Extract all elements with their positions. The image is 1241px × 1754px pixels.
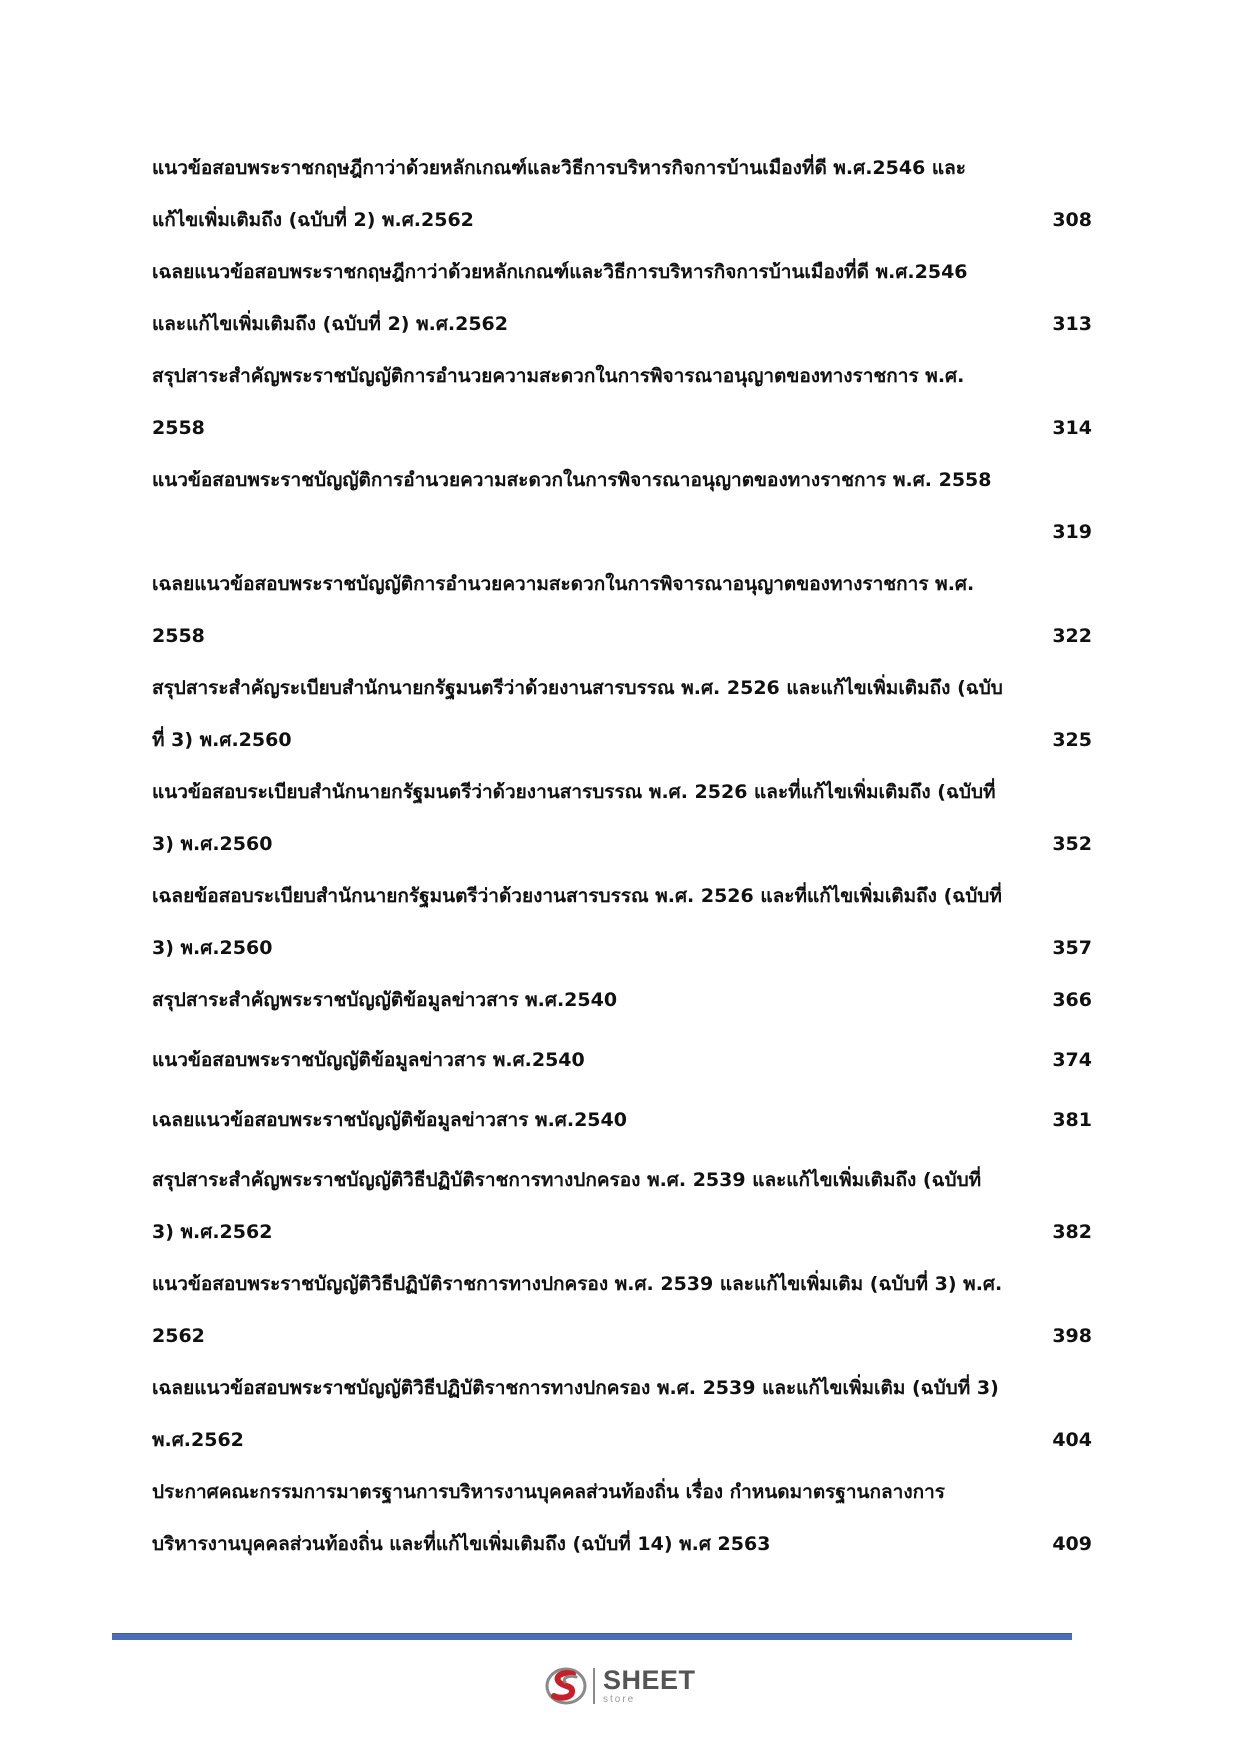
- toc-entry[interactable]: [152, 1362, 1092, 1466]
- toc-entry-title-line: แนวข้อสอบพระราชบัญญัติการอำนวยความสะดวกในการพิจารณาอนุญาตของทางราชการ พ.ศ. 2558: [152, 469, 992, 491]
- toc-page-number: 366: [1052, 989, 1092, 1011]
- toc-page-number: 325: [1052, 729, 1092, 751]
- dot-leader: [276, 827, 1048, 850]
- toc-entry[interactable]: [152, 454, 1092, 558]
- toc-entry-title-line: แนวข้อสอบพระราชกฤษฎีกาว่าด้วยหลักเกณฑ์และวิธีการบริหารกิจการบ้านเมืองที่ดี พ.ศ.2546 และ: [152, 157, 967, 179]
- toc-entry[interactable]: [152, 246, 1092, 350]
- toc-page-number: 313: [1052, 313, 1092, 335]
- toc-entry[interactable]: [152, 662, 1092, 766]
- toc-entry[interactable]: [152, 142, 1092, 246]
- toc-page-number: 314: [1052, 417, 1092, 439]
- toc-entry-title-tail: สรุปสาระสำคัญพระราชบัญญัติข้อมูลข่าวสาร พ.ศ.2540: [152, 989, 618, 1011]
- toc-entry[interactable]: [152, 974, 1092, 1026]
- toc-entry-title-line: เฉลยแนวข้อสอบพระราชกฤษฎีกาว่าด้วยหลักเกณฑ์และวิธีการบริหารกิจการบ้านเมืองที่ดี พ.ศ.2546: [152, 261, 968, 283]
- toc-entry-title-tail: 2558: [152, 417, 205, 439]
- dot-leader: [276, 931, 1048, 954]
- dot-leader: [276, 1215, 1048, 1238]
- footer-rule: [112, 1633, 1072, 1640]
- dot-leader: [478, 203, 1048, 226]
- dot-leader: [209, 619, 1048, 642]
- dot-leader: [621, 983, 1048, 1006]
- toc-page-number: 409: [1052, 1533, 1092, 1555]
- logo-subtext: store: [603, 1694, 636, 1705]
- toc-entry[interactable]: [152, 1154, 1092, 1258]
- toc-page-number: 357: [1052, 937, 1092, 959]
- toc-entry[interactable]: [152, 870, 1092, 974]
- dot-leader: [296, 723, 1049, 746]
- toc-entry-title-tail: และแก้ไขเพิ่มเติมถึง (ฉบับที่ 2) พ.ศ.2562: [152, 313, 508, 335]
- dot-leader: [209, 1319, 1048, 1342]
- toc-page-number: 398: [1052, 1325, 1092, 1347]
- toc-entry-title-tail: บริหารงานบุคคลส่วนท้องถิ่น และที่แก้ไขเพิ่มเติมถึง (ฉบับที่ 14) พ.ศ 2563: [152, 1533, 771, 1555]
- toc-page-number: 322: [1052, 625, 1092, 647]
- toc-entry-title-tail: แก้ไขเพิ่มเติมถึง (ฉบับที่ 2) พ.ศ.2562: [152, 209, 474, 231]
- sheet-store-logo: [545, 1660, 696, 1712]
- toc-entry-title-line: เฉลยแนวข้อสอบพระราชบัญญัติการอำนวยความสะดวกในการพิจารณาอนุญาตของทางราชการ พ.ศ.: [152, 573, 975, 595]
- toc-entry[interactable]: [152, 766, 1092, 870]
- logo-divider: [593, 1668, 595, 1704]
- toc-entry-title-tail: พ.ศ.2562: [152, 1429, 244, 1451]
- table-of-contents: [152, 142, 1092, 1570]
- toc-page-number: 382: [1052, 1221, 1092, 1243]
- toc-entry-title-tail: 2558: [152, 625, 205, 647]
- toc-entry-title-line: แนวข้อสอบระเบียบสำนักนายกรัฐมนตรีว่าด้วยงานสารบรรณ พ.ศ. 2526 และที่แก้ไขเพิ่มเติมถึง (ฉบับที่: [152, 781, 996, 803]
- toc-entry[interactable]: [152, 1034, 1092, 1086]
- toc-entry[interactable]: [152, 1466, 1092, 1570]
- toc-entry-title-tail: แนวข้อสอบพระราชบัญญัติข้อมูลข่าวสาร พ.ศ.2540: [152, 1049, 585, 1071]
- toc-page-number: 319: [1052, 521, 1092, 543]
- toc-entry[interactable]: [152, 1258, 1092, 1362]
- toc-page-number: 381: [1052, 1109, 1092, 1131]
- toc-entry-title-line: สรุปสาระสำคัญพระราชบัญญัติการอำนวยความสะดวกในการพิจารณาอนุญาตของทางราชการ พ.ศ.: [152, 365, 965, 387]
- dot-leader: [209, 411, 1048, 434]
- toc-entry-title-tail: 3) พ.ศ.2562: [152, 1221, 273, 1243]
- toc-entry-title-line: สรุปสาระสำคัญระเบียบสำนักนายกรัฐมนตรีว่าด้วยงานสารบรรณ พ.ศ. 2526 และแก้ไขเพิ่มเติมถึง (ฉบับ: [152, 677, 1003, 699]
- toc-entry-title-tail: 2562: [152, 1325, 205, 1347]
- toc-entry-title-line: สรุปสาระสำคัญพระราชบัญญัติวิธีปฏิบัติราชการทางปกครอง พ.ศ. 2539 และแก้ไขเพิ่มเติมถึง (ฉบับที่: [152, 1169, 982, 1191]
- dot-leader: [156, 515, 1048, 538]
- toc-entry[interactable]: [152, 558, 1092, 662]
- dot-leader: [631, 1103, 1048, 1126]
- toc-entry-title-line: เฉลยข้อสอบระเบียบสำนักนายกรัฐมนตรีว่าด้วยงานสารบรรณ พ.ศ. 2526 และที่แก้ไขเพิ่มเติมถึง (ฉบับที่: [152, 885, 1002, 907]
- toc-entry-title-tail: ที่ 3) พ.ศ.2560: [152, 729, 292, 751]
- toc-entry[interactable]: [152, 350, 1092, 454]
- toc-page-number: 404: [1052, 1429, 1092, 1451]
- toc-entry-title-line: แนวข้อสอบพระราชบัญญัติวิธีปฏิบัติราชการทางปกครอง พ.ศ. 2539 และแก้ไขเพิ่มเติม (ฉบับที่ 3) พ.ศ.: [152, 1273, 1003, 1295]
- toc-entry-title-tail: เฉลยแนวข้อสอบพระราชบัญญัติข้อมูลข่าวสาร พ.ศ.2540: [152, 1109, 627, 1131]
- sheet-store-logo-icon: [545, 1665, 587, 1707]
- dot-leader: [512, 307, 1048, 330]
- toc-page-number: 308: [1052, 209, 1092, 231]
- toc-page-number: 352: [1052, 833, 1092, 855]
- toc-entry-title-line: เฉลยแนวข้อสอบพระราชบัญญัติวิธีปฏิบัติราชการทางปกครอง พ.ศ. 2539 และแก้ไขเพิ่มเติม (ฉบับที่ 3): [152, 1377, 999, 1399]
- dot-leader: [589, 1043, 1049, 1066]
- dot-leader: [774, 1527, 1048, 1550]
- toc-entry[interactable]: [152, 1094, 1092, 1146]
- logo-wordmark: SHEET: [603, 1665, 696, 1695]
- toc-entry-title-tail: 3) พ.ศ.2560: [152, 937, 273, 959]
- toc-entry-title-line: ประกาศคณะกรรมการมาตรฐานการบริหารงานบุคคลส่วนท้องถิ่น เรื่อง กำหนดมาตรฐานกลางการ: [152, 1481, 945, 1503]
- toc-entry-title-tail: 3) พ.ศ.2560: [152, 833, 273, 855]
- dot-leader: [248, 1423, 1048, 1446]
- toc-page-number: 374: [1052, 1049, 1092, 1071]
